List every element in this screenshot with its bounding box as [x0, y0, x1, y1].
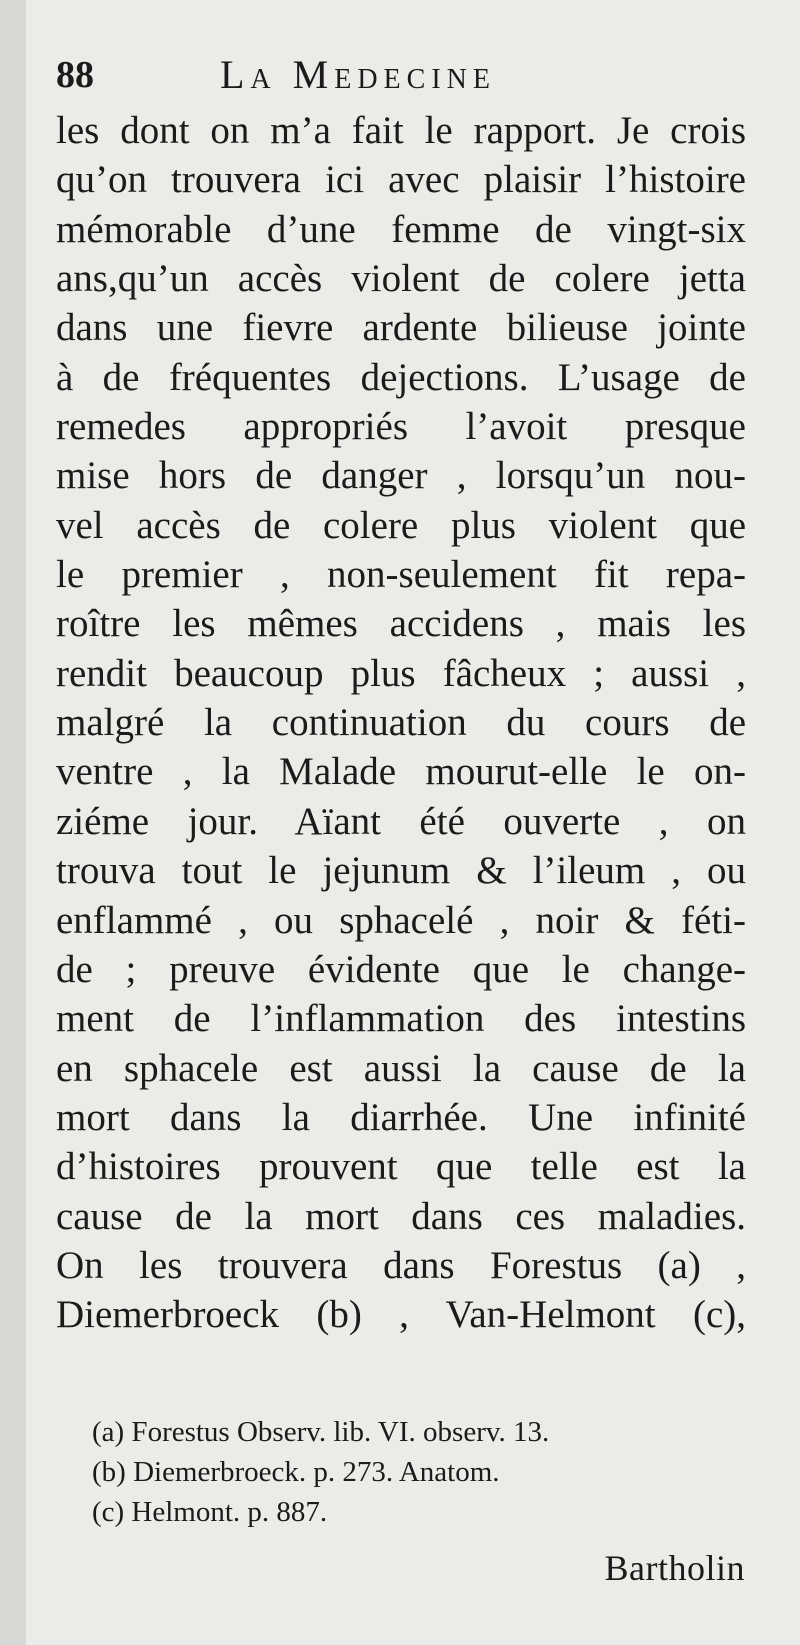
- footnote-b: (b) Diemerbroeck. p. 273. Anatom.: [92, 1456, 500, 1488]
- footnote-a: (a) Forestus Observ. lib. VI. observ. 13.: [92, 1416, 550, 1448]
- text-line: mort dans la diarrhée. Une infinité: [56, 1095, 746, 1139]
- text-line: ventre , la Malade mourut-elle le on-: [56, 750, 746, 794]
- text-line: le premier , non-seulement fit repa-: [56, 553, 746, 597]
- text-line: qu’on trouvera ici avec plaisir l’histoire: [56, 158, 746, 202]
- text-line: On les trouvera dans Forestus (a) ,: [56, 1243, 746, 1287]
- text-line: d’histoires prouvent que telle est la: [56, 1145, 746, 1189]
- text-line: dans une fievre ardente bilieuse jointe: [56, 306, 746, 350]
- text-line: mise hors de danger , lorsqu’un nou-: [56, 454, 746, 498]
- text-line: enflammé , ou sphacelé , noir & féti-: [56, 898, 746, 942]
- text-line: en sphacele est aussi la cause de la: [56, 1046, 746, 1090]
- text-line: de ; preuve évidente que le change-: [56, 947, 746, 991]
- body-text: [56, 106, 746, 1346]
- text-line: à de fréquentes dejections. L’usage de: [56, 355, 746, 399]
- footnote-c: (c) Helmont. p. 887.: [92, 1496, 328, 1528]
- running-head: [56, 50, 756, 100]
- catchword: Bartholin: [604, 1548, 745, 1588]
- text-line: les dont on m’a fait le rapport. Je crois: [56, 109, 746, 152]
- text-line: remedes appropriés l’avoit presque: [56, 405, 746, 449]
- text-line: cause de la mort dans ces maladies.: [56, 1194, 746, 1238]
- text-line: ment de l’inflammation des intestins: [56, 997, 746, 1041]
- text-line: vel accès de colere plus violent que: [56, 503, 746, 547]
- text-line: roître les mêmes accidens , mais les: [56, 602, 746, 646]
- text-line: ziéme jour. Aïant été ouverte , on: [56, 799, 746, 843]
- text-line: ans,qu’un accès violent de colere jetta: [56, 257, 746, 301]
- text-line: Diemerbroeck (b) , Van-Helmont (c),: [56, 1293, 746, 1337]
- footnotes: [92, 1412, 712, 1532]
- text-line: mémorable d’une femme de vingt-six: [56, 207, 746, 251]
- text-line: trouva tout le jejunum & l’ileum , ou: [56, 849, 746, 893]
- text-line: rendit beaucoup plus fâcheux ; aussi ,: [56, 651, 746, 695]
- page-number: 88: [56, 54, 94, 96]
- running-title: La Medecine: [220, 52, 496, 97]
- page-gutter-shadow: [0, 0, 26, 1645]
- text-line: malgré la continuation du cours de: [56, 701, 746, 745]
